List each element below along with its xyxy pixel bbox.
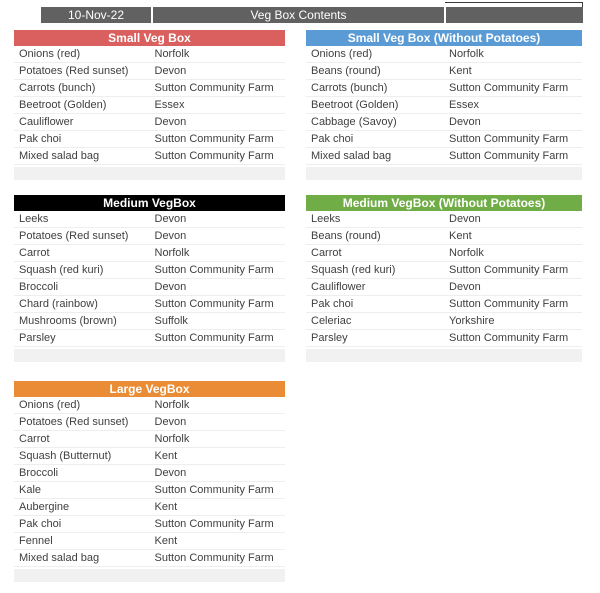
item-cell: Potatoes (Red sunset)	[19, 416, 129, 428]
table-row	[14, 131, 285, 148]
page-title: Veg Box Contents	[153, 7, 444, 23]
title-bar	[41, 7, 583, 23]
source-cell: Sutton Community Farm	[449, 298, 569, 310]
table-row	[14, 397, 285, 414]
item-cell: Squash (red kuri)	[19, 264, 104, 276]
table-row	[14, 448, 285, 465]
source-cell: Sutton Community Farm	[449, 264, 569, 276]
item-cell: Squash (Butternut)	[19, 450, 112, 462]
item-cell: Squash (red kuri)	[311, 264, 396, 276]
table-rows	[14, 397, 285, 567]
item-cell: Onions (red)	[19, 399, 81, 411]
source-cell: Suffolk	[154, 315, 188, 327]
table-row	[306, 211, 582, 228]
item-cell: Leeks	[19, 213, 49, 225]
item-cell: Broccoli	[19, 281, 59, 293]
table-rows	[306, 211, 582, 347]
table-row	[306, 80, 582, 97]
table-medium-vegbox-without-potatoes	[306, 195, 582, 362]
table-row	[306, 114, 582, 131]
table-row	[306, 262, 582, 279]
item-cell: Kale	[19, 484, 42, 496]
blank-row	[14, 569, 285, 582]
source-cell: Norfolk	[154, 433, 190, 445]
source-cell: Sutton Community Farm	[154, 133, 274, 145]
item-cell: Carrot	[19, 247, 50, 259]
source-cell: Devon	[449, 116, 481, 128]
item-cell: Potatoes (Red sunset)	[19, 65, 129, 77]
item-cell: Beetroot (Golden)	[311, 99, 399, 111]
table-small-veg-box	[14, 30, 285, 180]
item-cell: Leeks	[311, 213, 341, 225]
table-row	[14, 533, 285, 550]
source-cell: Essex	[154, 99, 185, 111]
table-header: Large VegBox	[14, 381, 285, 397]
source-cell: Norfolk	[154, 247, 190, 259]
table-row	[14, 431, 285, 448]
source-cell: Devon	[449, 281, 481, 293]
blank-row	[14, 349, 285, 362]
table-row	[14, 46, 285, 63]
table-rows	[306, 46, 582, 165]
table-row	[306, 330, 582, 347]
source-cell: Norfolk	[154, 399, 190, 411]
table-row	[14, 211, 285, 228]
item-cell: Beans (round)	[311, 230, 381, 242]
table-header: Medium VegBox (Without Potatoes)	[306, 195, 582, 211]
table-row	[14, 228, 285, 245]
source-cell: Devon	[154, 467, 187, 479]
item-cell: Parsley	[311, 332, 348, 344]
table-rows	[14, 211, 285, 347]
item-cell: Onions (red)	[19, 48, 81, 60]
source-cell: Norfolk	[449, 48, 484, 60]
table-row	[14, 80, 285, 97]
source-cell: Devon	[154, 213, 187, 225]
table-rows	[14, 46, 285, 165]
empty-header-cell	[446, 7, 583, 23]
table-row	[14, 279, 285, 296]
item-cell: Pak choi	[311, 298, 354, 310]
table-row	[306, 296, 582, 313]
source-cell: Kent	[154, 501, 178, 513]
table-medium-vegbox	[14, 195, 285, 362]
source-cell: Sutton Community Farm	[154, 552, 274, 564]
item-cell: Onions (red)	[311, 48, 373, 60]
item-cell: Pak choi	[311, 133, 354, 145]
table-header: Small Veg Box (Without Potatoes)	[306, 30, 582, 46]
item-cell: Chard (rainbow)	[19, 298, 98, 310]
table-small-veg-box-without-potatoes	[306, 30, 582, 180]
table-row	[14, 245, 285, 262]
table-row	[14, 262, 285, 279]
source-cell: Devon	[154, 281, 187, 293]
source-cell: Yorkshire	[449, 315, 495, 327]
item-cell: Pak choi	[19, 518, 62, 530]
source-cell: Kent	[154, 535, 178, 547]
table-row	[14, 63, 285, 80]
item-cell: Fennel	[19, 535, 53, 547]
item-cell: Cabbage (Savoy)	[311, 116, 397, 128]
table-row	[306, 228, 582, 245]
source-cell: Devon	[154, 65, 187, 77]
item-cell: Aubergine	[19, 501, 70, 513]
item-cell: Mushrooms (brown)	[19, 315, 117, 327]
item-cell: Carrots (bunch)	[19, 82, 96, 94]
table-row	[14, 296, 285, 313]
item-cell: Celeriac	[311, 315, 352, 327]
table-row	[14, 330, 285, 347]
item-cell: Pak choi	[19, 133, 62, 145]
table-row	[306, 46, 582, 63]
table-row	[14, 550, 285, 567]
source-cell: Devon	[154, 416, 187, 428]
table-large-vegbox	[14, 381, 285, 582]
table-row	[306, 313, 582, 330]
source-cell: Sutton Community Farm	[154, 82, 274, 94]
table-row	[14, 313, 285, 330]
table-row	[306, 63, 582, 80]
table-row	[14, 465, 285, 482]
item-cell: Cauliflower	[311, 281, 366, 293]
item-cell: Potatoes (Red sunset)	[19, 230, 129, 242]
item-cell: Mixed salad bag	[19, 150, 100, 162]
blank-row	[14, 167, 285, 180]
blank-row	[306, 167, 582, 180]
item-cell: Carrot	[311, 247, 342, 259]
item-cell: Mixed salad bag	[311, 150, 392, 162]
item-cell: Mixed salad bag	[19, 552, 100, 564]
table-row	[306, 131, 582, 148]
source-cell: Norfolk	[449, 247, 484, 259]
item-cell: Parsley	[19, 332, 56, 344]
source-cell: Devon	[154, 230, 187, 242]
table-row	[14, 114, 285, 131]
item-cell: Cauliflower	[19, 116, 74, 128]
source-cell: Norfolk	[154, 48, 190, 60]
item-cell: Broccoli	[19, 467, 59, 479]
source-cell: Sutton Community Farm	[154, 298, 274, 310]
source-cell: Devon	[154, 116, 187, 128]
source-cell: Sutton Community Farm	[449, 150, 569, 162]
source-cell: Sutton Community Farm	[154, 518, 274, 530]
table-row	[306, 279, 582, 296]
item-cell: Carrots (bunch)	[311, 82, 388, 94]
item-cell: Beans (round)	[311, 65, 381, 77]
table-row	[14, 482, 285, 499]
source-cell: Devon	[449, 213, 481, 225]
source-cell: Sutton Community Farm	[154, 264, 274, 276]
table-row	[14, 97, 285, 114]
table-row	[306, 148, 582, 165]
source-cell: Kent	[449, 65, 472, 77]
table-header: Small Veg Box	[14, 30, 285, 46]
source-cell: Sutton Community Farm	[449, 82, 569, 94]
table-row	[14, 148, 285, 165]
source-cell: Sutton Community Farm	[449, 133, 569, 145]
table-row	[14, 414, 285, 431]
source-cell: Sutton Community Farm	[154, 150, 274, 162]
table-header: Medium VegBox	[14, 195, 285, 211]
date-cell: 10-Nov-22	[41, 7, 151, 23]
table-row	[306, 245, 582, 262]
table-row	[306, 97, 582, 114]
table-row	[14, 499, 285, 516]
item-cell: Carrot	[19, 433, 50, 445]
source-cell: Sutton Community Farm	[154, 484, 274, 496]
source-cell: Kent	[154, 450, 178, 462]
blank-row	[306, 349, 582, 362]
source-cell: Sutton Community Farm	[449, 332, 569, 344]
source-cell: Kent	[449, 230, 472, 242]
item-cell: Beetroot (Golden)	[19, 99, 107, 111]
source-cell: Sutton Community Farm	[154, 332, 274, 344]
source-cell: Essex	[449, 99, 479, 111]
table-row	[14, 516, 285, 533]
